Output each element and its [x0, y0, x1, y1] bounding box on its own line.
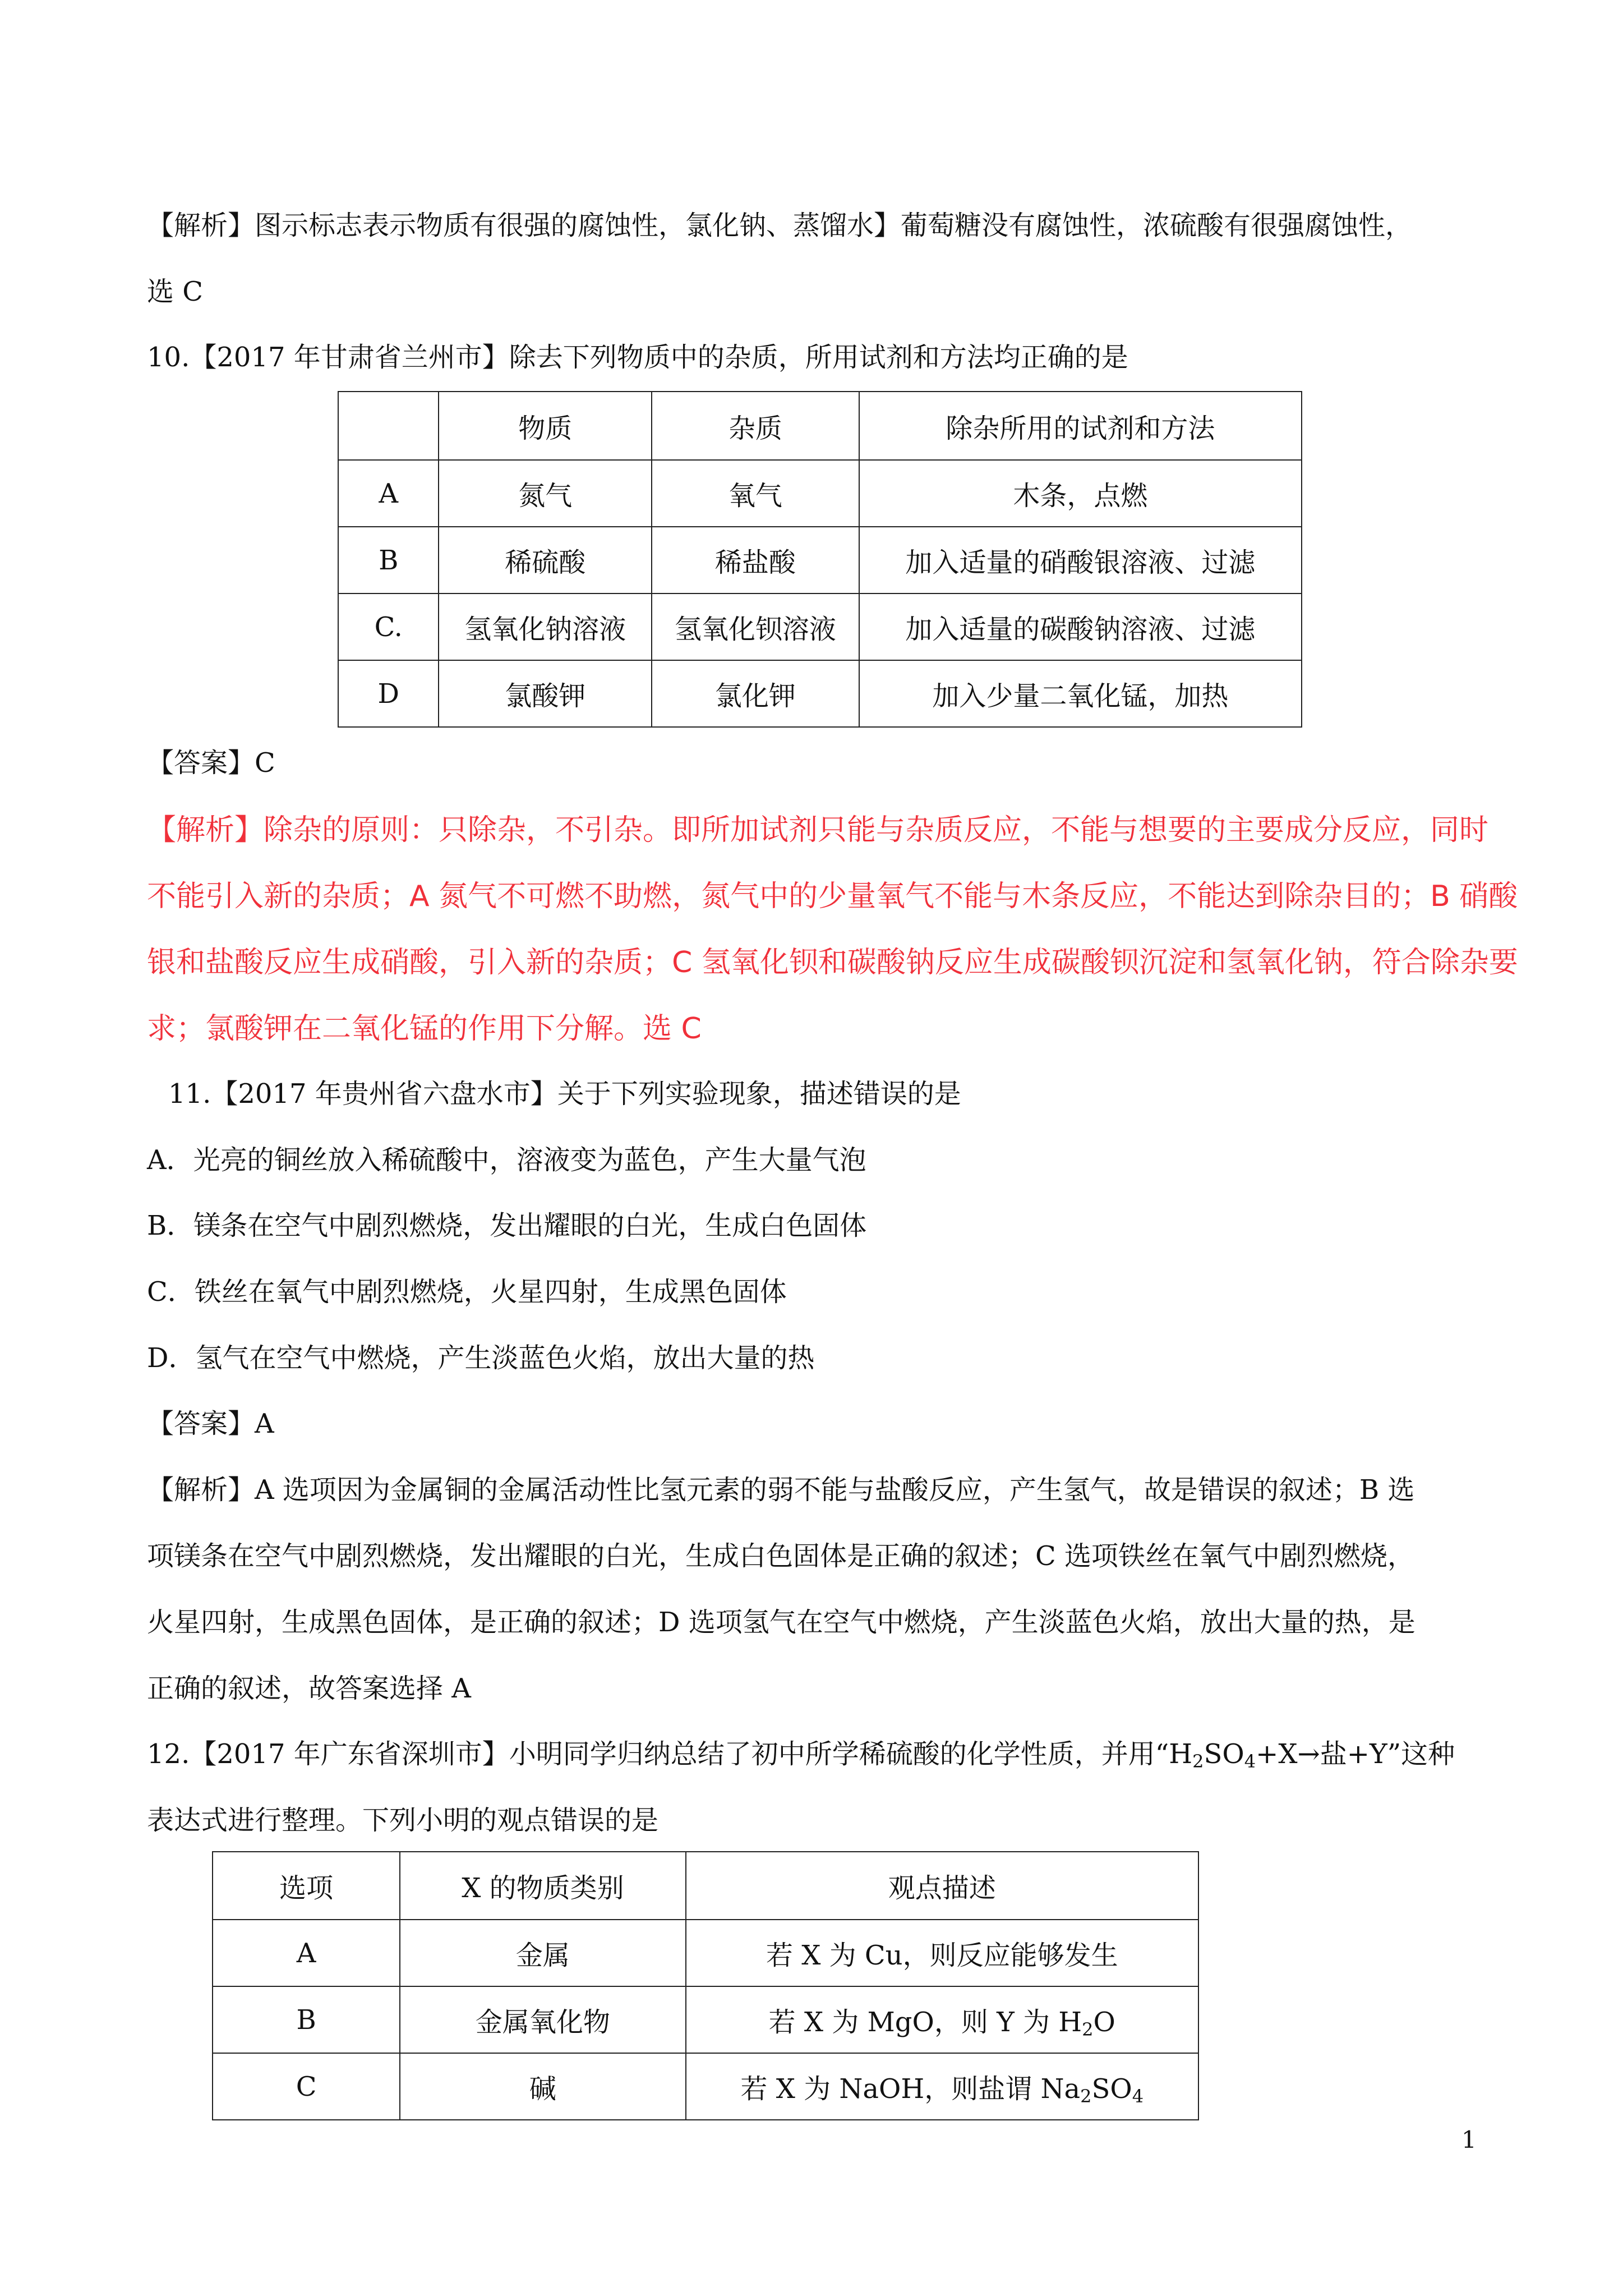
- cell-text: SO: [1091, 2073, 1132, 2105]
- q10-table: [338, 391, 1302, 728]
- q11-option-d: D．氢气在空气中燃烧，产生淡蓝色火焰，放出大量的热: [147, 1342, 815, 1374]
- table-cell: 碱: [400, 2053, 685, 2120]
- table-row: [338, 460, 1302, 527]
- q9-analysis-line-2: 选 C: [147, 276, 203, 307]
- header-cell: 杂质: [652, 392, 859, 460]
- header-cell: X 的物质类别: [400, 1852, 685, 1920]
- q12-stem-line-1: [147, 1737, 1455, 1771]
- table-cell: A: [213, 1920, 400, 1986]
- header-cell: [338, 392, 439, 460]
- table-cell: 氢氧化钠溶液: [439, 593, 652, 660]
- table-cell: 氢氧化钡溶液: [652, 593, 859, 660]
- q10-stem: 10.【2017 年甘肃省兰州市】除去下列物质中的杂质，所用试剂和方法均正确的是: [147, 342, 1128, 373]
- header-cell: 观点描述: [686, 1852, 1198, 1920]
- table-cell: 加入适量的硝酸银溶液、过滤: [859, 527, 1302, 593]
- table-row: [338, 660, 1302, 727]
- q12-stem-line-2: 表达式进行整理。下列小明的观点错误的是: [147, 1805, 659, 1836]
- q11-analysis-line-2: 项镁条在空气中剧烈燃烧，发出耀眼的白光，生成白色固体是正确的叙述；C 选项铁丝在氧气中剧烈燃烧，: [147, 1540, 1414, 1572]
- table-cell: 加入适量的碳酸钠溶液、过滤: [859, 593, 1302, 660]
- q10-analysis-line-1: 【解析】除杂的原则：只除杂，不引杂。即所加试剂只能与杂质反应，不能与想要的主要成分反应，同时: [147, 813, 1489, 847]
- cell-text: 若 X 为 MgO，则 Y 为 H: [768, 2007, 1082, 2038]
- table-cell: 木条，点燃: [859, 460, 1302, 527]
- table-cell: B: [213, 1986, 400, 2053]
- cell-subscript: 4: [1132, 2086, 1144, 2107]
- q12-stem-part: +X→盐+Y”这种: [1256, 1738, 1455, 1770]
- q10-analysis-line-3: 银和盐酸反应生成硝酸，引入新的杂质；C 氢氧化钡和碳酸钠反应生成碳酸钡沉淀和氢氧化钠，符合除杂要: [147, 946, 1518, 979]
- table-cell: B: [338, 527, 439, 593]
- q12-table: [212, 1851, 1199, 2120]
- header-cell: 选项: [213, 1852, 400, 1920]
- cell-text: 若 X 为 NaOH，则盐谓 Na: [740, 2073, 1081, 2105]
- table-row: [338, 593, 1302, 660]
- table-cell: 氯酸钾: [439, 660, 652, 727]
- q11-analysis-line-1: 【解析】A 选项因为金属铜的金属活动性比氢元素的弱不能与盐酸反应，产生氢气，故是错误的叙述；B 选: [147, 1474, 1415, 1506]
- table-cell: C.: [338, 593, 439, 660]
- table-row: [213, 1986, 1198, 2053]
- table-row: [338, 527, 1302, 593]
- q11-analysis-line-4: 正确的叙述，故答案选择 A: [147, 1673, 471, 1704]
- table-header-row: [213, 1852, 1198, 1920]
- q10-analysis-line-2: 不能引入新的杂质；A 氮气不可燃不助燃，氮气中的少量氧气不能与木条反应，不能达到除杂目的；B 硝酸: [147, 880, 1518, 913]
- table-cell: A: [338, 460, 439, 527]
- q9-analysis-line-1: 【解析】图示标志表示物质有很强的腐蚀性，氯化钠、蒸馏水】葡萄糖没有腐蚀性，浓硫酸有很强腐蚀性，: [147, 210, 1413, 241]
- header-cell: 物质: [439, 392, 652, 460]
- table-cell: 氧气: [652, 460, 859, 527]
- table-row: [213, 2053, 1198, 2120]
- table-cell: 金属氧化物: [400, 1986, 685, 2053]
- q11-option-a: A．光亮的铜丝放入稀硫酸中，溶液变为蓝色，产生大量气泡: [147, 1144, 866, 1176]
- table-cell: D: [338, 660, 439, 727]
- q11-stem: 11.【2017 年贵州省六盘水市】关于下列实验现象，描述错误的是: [168, 1078, 961, 1110]
- q10-answer: 【答案】C: [147, 747, 275, 779]
- q11-analysis-line-3: 火星四射，生成黑色固体，是正确的叙述；D 选项氢气在空气中燃烧，产生淡蓝色火焰，放出大量的热，是: [147, 1607, 1415, 1638]
- page-number: 1: [1461, 2126, 1477, 2154]
- table-cell: 氯化钾: [652, 660, 859, 727]
- table-cell: 氮气: [439, 460, 652, 527]
- table-cell: 加入少量二氧化锰，加热: [859, 660, 1302, 727]
- q12-stem-part: SO: [1204, 1738, 1244, 1770]
- q12-stem-part: 12.【2017 年广东省深圳市】小明同学归纳总结了初中所学稀硫酸的化学性质，并用“H: [147, 1738, 1193, 1770]
- table-cell: C: [213, 2053, 400, 2120]
- table-cell: [686, 2053, 1198, 2120]
- cell-subscript: 2: [1082, 2019, 1094, 2040]
- q11-option-b: B．镁条在空气中剧烈燃烧，发出耀眼的白光，生成白色固体: [147, 1210, 867, 1241]
- cell-text: O: [1093, 2007, 1115, 2038]
- q12-stem-subscript: 2: [1192, 1751, 1204, 1772]
- table-cell: 稀盐酸: [652, 527, 859, 593]
- cell-subscript: 2: [1080, 2086, 1092, 2107]
- table-cell: [686, 1986, 1198, 2053]
- table-cell: 若 X 为 Cu，则反应能够发生: [686, 1920, 1198, 1986]
- q12-stem-subscript: 4: [1244, 1751, 1256, 1772]
- table-row: [213, 1920, 1198, 1986]
- table-cell: 稀硫酸: [439, 527, 652, 593]
- table-cell: 金属: [400, 1920, 685, 1986]
- q10-analysis-line-4: 求；氯酸钾在二氧化锰的作用下分解。选 C: [147, 1012, 702, 1046]
- q11-answer: 【答案】A: [147, 1408, 274, 1439]
- q11-option-c: C．铁丝在氧气中剧烈燃烧，火星四射，生成黑色固体: [147, 1276, 787, 1308]
- table-header-row: [338, 392, 1302, 460]
- header-cell: 除杂所用的试剂和方法: [859, 392, 1302, 460]
